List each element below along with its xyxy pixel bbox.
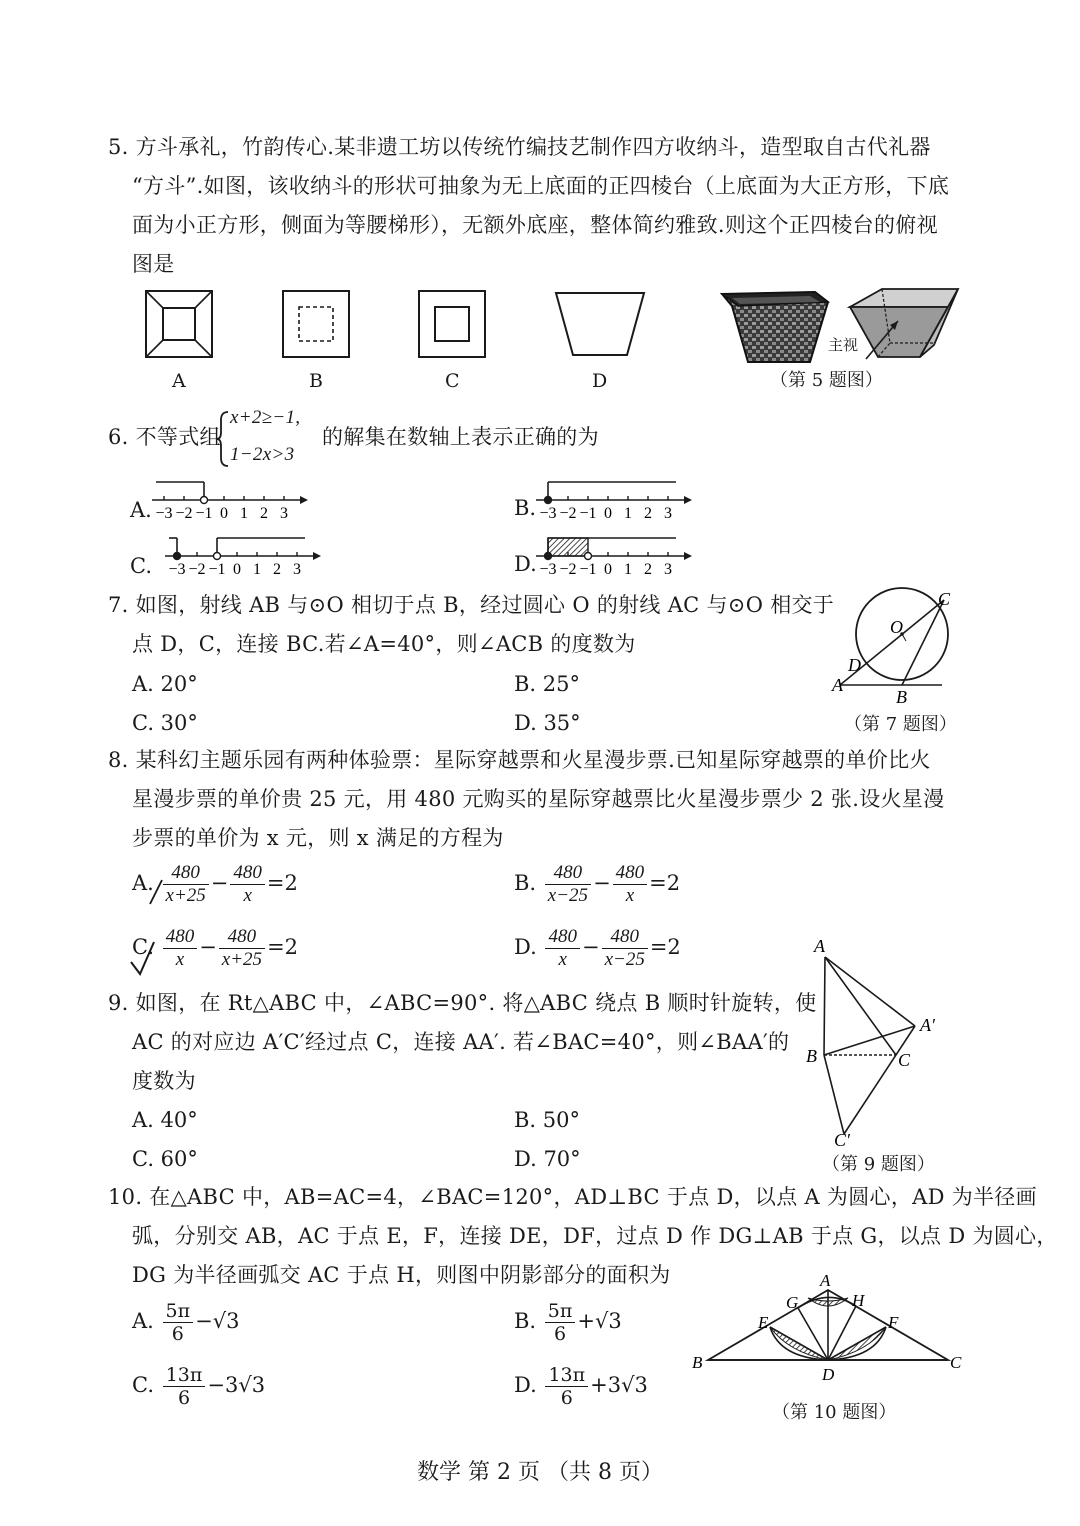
- q10-option-b: B. $\frac{5\pi}{6}$ +√3: [514, 1300, 622, 1345]
- tick-label: 0: [233, 561, 241, 578]
- q7-option-b: B. 25°: [514, 672, 581, 696]
- q8-option-d: D. $\frac{480}{x}$ − $\frac{480}{x-25}$ =2: [514, 926, 681, 970]
- q7-option-d: D. 35°: [514, 711, 581, 735]
- main-view-label: 主视: [828, 336, 859, 354]
- axis-arrow: [313, 552, 321, 560]
- axis-arrow: [300, 496, 308, 504]
- q7-point-c: C: [938, 589, 951, 609]
- q5-option-d-figure: [555, 292, 647, 358]
- q9-caption: （第 9 题图）: [822, 1154, 935, 1175]
- open-dot: [201, 497, 208, 504]
- q10-point-f: F: [888, 1313, 899, 1332]
- tick-label: −2: [559, 505, 577, 522]
- q9-point-a: A: [814, 936, 825, 956]
- q10-figure: [690, 1268, 970, 1398]
- q9-point-a-prime: A′: [920, 1015, 935, 1035]
- q10-option-a: A. $\frac{5\pi}{6}$ −√3: [132, 1300, 240, 1345]
- q10-point-a: A: [820, 1271, 831, 1290]
- q8-option-c: C. $\frac{480}{x}$ − $\frac{480}{x+25}$ =2: [132, 926, 299, 970]
- q7-figure: [826, 585, 966, 710]
- q9-option-b: B. 50°: [514, 1108, 581, 1132]
- page-footer: 数学 第 2 页 （共 8 页）: [417, 1460, 663, 1485]
- tick-label: 2: [644, 561, 652, 578]
- tick-label: −2: [188, 561, 206, 578]
- solution-region: [548, 538, 588, 556]
- tick-label: −1: [579, 561, 597, 578]
- tick-label: 2: [260, 505, 268, 522]
- tick-label: 1: [624, 561, 632, 578]
- tick-label: −1: [208, 561, 226, 578]
- q5-option-d-label: D: [592, 370, 608, 392]
- q7-point-a: A: [832, 675, 843, 695]
- q9-option-d: D. 70°: [514, 1147, 581, 1171]
- tick-label: −3: [539, 505, 557, 522]
- tick-label: −1: [195, 505, 213, 522]
- q9-point-b: B: [806, 1046, 817, 1066]
- tick-label: 0: [604, 505, 612, 522]
- q6-option-a-number-line: [152, 476, 312, 524]
- check-mark: [128, 938, 158, 978]
- q6-option-c-letter: C.: [130, 554, 152, 578]
- q6-option-c-number-line: [165, 532, 325, 580]
- q10-point-d: D: [822, 1365, 835, 1384]
- q8-option-a: A. $\frac{480}{x+25}$ − $\frac{480}{x}$ =2: [132, 862, 298, 906]
- q10-point-h: H: [852, 1291, 865, 1310]
- q5-option-b-figure: [282, 290, 352, 360]
- axis-arrow: [684, 496, 692, 504]
- open-dot: [214, 553, 221, 560]
- basket-photo: [720, 282, 830, 364]
- q6-stem-end: 的解集在数轴上表示正确的为: [322, 425, 599, 449]
- q5-line-2: “方斗”.如图，该收纳斗的形状可抽象为无上底面的正四棱台（上底面为大正方形，下底: [132, 174, 950, 198]
- q8-line-2: 星漫步票的单价贵 25 元，用 480 元购买的星际穿越票比火星漫步票少 2 张.设火星漫: [132, 787, 945, 811]
- tick-label: −3: [155, 505, 173, 522]
- q10-point-g: G: [786, 1293, 799, 1312]
- q7-line-1: 7. 如图，射线 AB 与⊙O 相切于点 B，经过圆心 O 的射线 AC 与⊙O 相交于: [108, 593, 835, 617]
- q7-option-c: C. 30°: [132, 711, 198, 735]
- q5-option-c-figure: [418, 290, 488, 360]
- q9-figure: [800, 934, 950, 1154]
- tick-label: −1: [579, 505, 597, 522]
- q6-system-line-2: 1−2x>3: [230, 444, 295, 465]
- tick-label: 0: [604, 561, 612, 578]
- q5-option-c-label: C: [445, 370, 460, 392]
- q10-line-2: 弧，分别交 AB，AC 于点 E，F，连接 DE，DF，过点 D 作 DG⊥AB 于点 G，以点 D 为圆心，: [132, 1224, 1058, 1248]
- tick-label: 1: [240, 505, 248, 522]
- q8-option-b: B. $\frac{480}{x-25}$ − $\frac{480}{x}$ =2: [514, 862, 681, 906]
- q6-option-a-letter: A.: [130, 498, 152, 522]
- q9-line-1: 9. 如图，在 Rt△ABC 中，∠ABC=90°. 将△ABC 绕点 B 顺时针旋转，使: [108, 991, 817, 1015]
- q10-point-e: E: [758, 1313, 769, 1332]
- q5-option-a-label: A: [172, 370, 186, 392]
- q5-caption: （第 5 题图）: [770, 370, 883, 391]
- tick-label: −3: [539, 561, 557, 578]
- tick-label: 3: [664, 561, 672, 578]
- tick-label: −3: [168, 561, 186, 578]
- tick-label: 3: [293, 561, 301, 578]
- q9-line-2: AC 的对应边 A′C′经过点 C，连接 AA′. 若∠BAC=40°，则∠BAA′的: [132, 1030, 790, 1054]
- q5-line-1: 5. 方斗承礼，竹韵传心.某非遗工坊以传统竹编技艺制作四方收纳斗，造型取自古代礼器: [108, 135, 931, 159]
- tick-label: 1: [253, 561, 261, 578]
- tick-label: 3: [280, 505, 288, 522]
- q10-caption: （第 10 题图）: [772, 1402, 897, 1423]
- q7-option-a: A. 20°: [132, 672, 198, 696]
- q6-option-b-number-line: [536, 476, 696, 524]
- q6-option-d-letter: D.: [514, 552, 537, 576]
- q9-point-c: C: [898, 1050, 911, 1070]
- q10-option-d: D. $\frac{13\pi}{6}$ +3√3: [514, 1364, 648, 1409]
- tick-label: 1: [624, 505, 632, 522]
- q10-option-c: C. $\frac{13\pi}{6}$ −3√3: [132, 1364, 266, 1409]
- q6-option-d-number-line: [536, 532, 696, 580]
- q6-brace: [216, 410, 230, 468]
- q7-caption: （第 7 题图）: [844, 714, 957, 735]
- pen-slash-mark: [146, 878, 166, 908]
- q5-option-b-label: B: [309, 370, 323, 392]
- q9-line-3: 度数为: [132, 1069, 196, 1093]
- q9-option-a: A. 40°: [132, 1108, 198, 1132]
- q8-line-3: 步票的单价为 x 元，则 x 满足的方程为: [132, 826, 504, 850]
- q7-line-2: 点 D，C，连接 BC.若∠A=40°，则∠ACB 的度数为: [132, 632, 636, 656]
- q10-line-3: DG 为半径画弧交 AC 于点 H，则图中阴影部分的面积为: [132, 1263, 671, 1287]
- axis-arrow: [684, 552, 692, 560]
- q5-option-a-figure: [145, 290, 215, 360]
- tick-label: 2: [644, 505, 652, 522]
- tick-label: 0: [220, 505, 228, 522]
- open-dot: [585, 553, 592, 560]
- q10-point-c: C: [950, 1353, 962, 1372]
- q7-point-b: B: [896, 687, 907, 707]
- tick-label: 3: [664, 505, 672, 522]
- q5-line-3: 面为小正方形，侧面为等腰梯形），无额外底座，整体简约雅致.则这个正四棱台的俯视: [132, 213, 938, 237]
- tick-label: −2: [175, 505, 193, 522]
- q8-line-1: 8. 某科幻主题乐园有两种体验票：星际穿越票和火星漫步票.已知星际穿越票的单价比火: [108, 748, 931, 772]
- q7-point-o: O: [890, 617, 903, 637]
- q7-point-d: D: [848, 655, 861, 675]
- q6-system-line-1: x+2≥−1,: [230, 407, 301, 428]
- q10-line-1: 10. 在△ABC 中，AB=AC=4，∠BAC=120°，AD⊥BC 于点 D，以点 A 为圆心，AD 为半径画: [108, 1185, 1037, 1209]
- q10-point-b: B: [692, 1353, 703, 1372]
- q6-stem-start: 6. 不等式组: [108, 425, 221, 449]
- q6-option-b-letter: B.: [514, 496, 537, 520]
- tick-label: 2: [273, 561, 281, 578]
- closed-dot: [545, 553, 552, 560]
- frustum-diagram: [846, 285, 960, 365]
- closed-dot: [174, 553, 181, 560]
- q5-line-4: 图是: [132, 252, 175, 276]
- closed-dot: [545, 497, 552, 504]
- tick-label: −2: [559, 561, 577, 578]
- q9-option-c: C. 60°: [132, 1147, 198, 1171]
- q9-point-c-prime: C′: [834, 1130, 850, 1150]
